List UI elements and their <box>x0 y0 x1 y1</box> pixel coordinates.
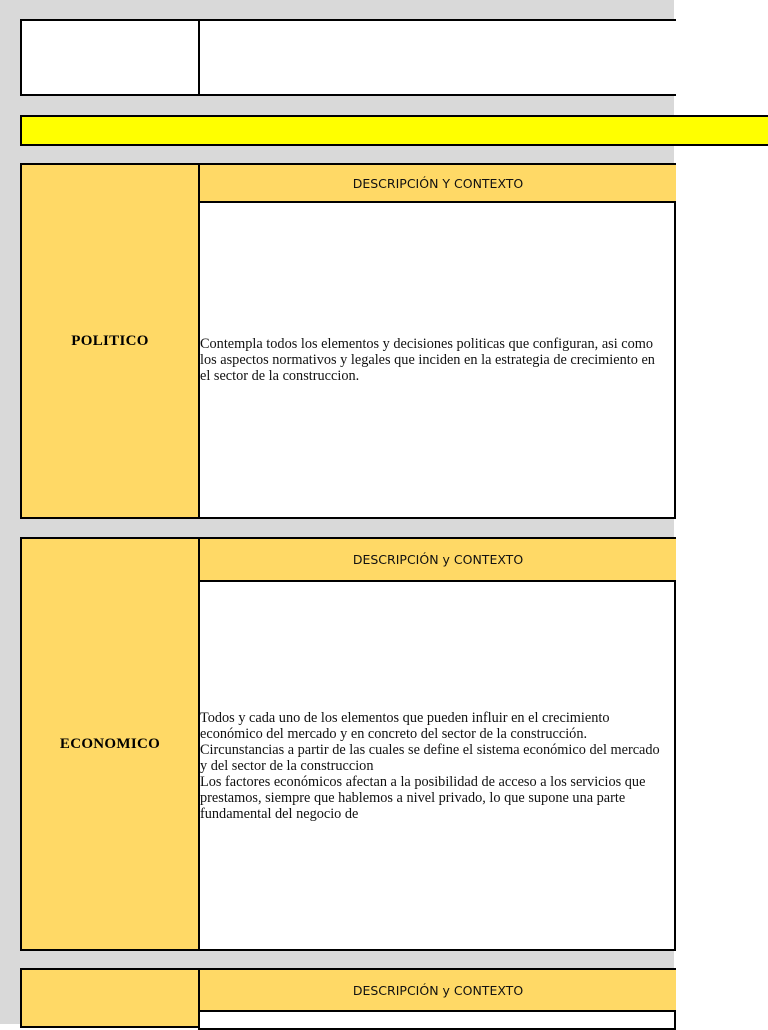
section-header-politico[interactable]: DESCRIPCIÓN Y CONTEXTO <box>198 163 676 203</box>
title-banner[interactable] <box>20 115 768 146</box>
description-text: Todos y cada uno de los elementos que pueden influir en el crecimiento económico del mercado y en concreto del sector de la construcción. Circunstancias a partir de las cuales se define el sistema económico del mercado y del sector de la construccion Los factores económicos afectan a la posibilidad de acceso a los servicios que prestamos, siempre que hablemos a nivel privado, lo que supone una parte fundamental del negocio de <box>200 709 660 822</box>
header-right-cell[interactable] <box>198 19 676 96</box>
section-description-economico[interactable] <box>198 580 676 951</box>
section-description-politico[interactable] <box>198 201 676 519</box>
section-header-third[interactable]: DESCRIPCIÓN y CONTEXTO <box>198 968 676 1012</box>
section-description-third[interactable] <box>198 1010 676 1030</box>
header-left-cell[interactable] <box>20 19 200 96</box>
section-label-politico[interactable]: POLITICO <box>20 163 200 519</box>
section-label-economico[interactable]: ECONOMICO <box>20 537 200 951</box>
section-label-third[interactable] <box>20 968 200 1028</box>
description-text: Contempla todos los elementos y decisiones politicas que configuran, asi como los aspectos normativos y legales que inciden en la estrategia de crecimiento en el sector de la construccion. <box>200 336 655 384</box>
section-header-economico[interactable]: DESCRIPCIÓN y CONTEXTO <box>198 537 676 582</box>
